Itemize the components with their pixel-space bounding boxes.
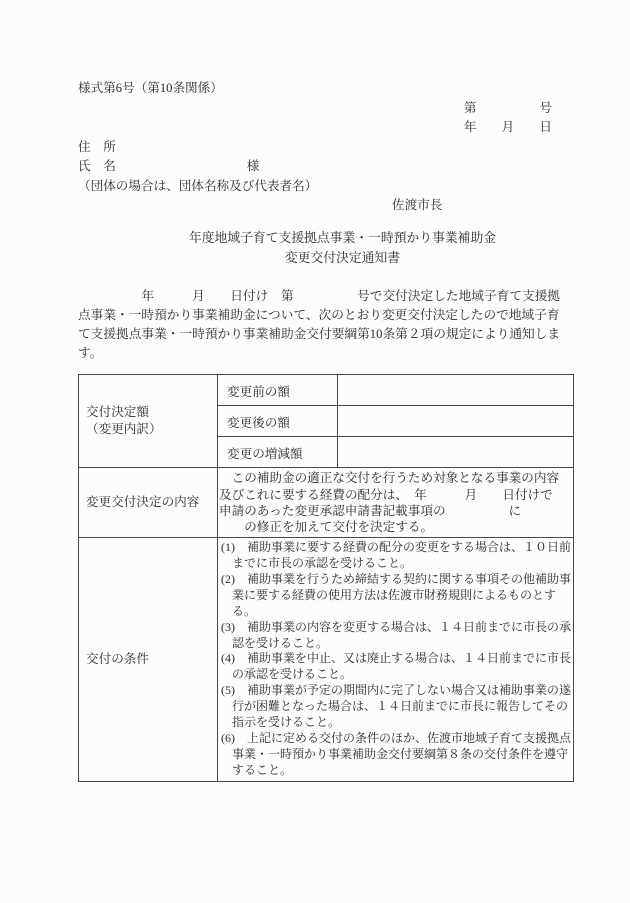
body-line-2: 点事業・一時預かり事業補助金について、次のとおり変更交付決定したので地域子育	[78, 307, 560, 322]
change-content-line-2: 及びこれに要する経費の配分は、 年 月 日付けで	[219, 487, 553, 502]
condition-item-1: (1) 補助事業に要する経費の配分の変更をする場合は、１０日前までに市長の承認を受けること。	[221, 540, 571, 571]
org-note: （団体の場合は、団体名称及び代表者名）	[78, 178, 318, 193]
date-line: 年 月 日	[463, 120, 552, 134]
doc-number-line: 第 号	[463, 100, 552, 115]
amount-delta-label: 変更の増減額	[218, 437, 338, 468]
address-label: 住 所	[78, 139, 116, 154]
title-line-2: 変更交付決定通知書	[284, 250, 401, 265]
decision-amount-label-line1: 交付決定額	[86, 405, 149, 420]
form-number: 様式第6号（第10条関係）	[78, 81, 223, 95]
table-row	[79, 538, 574, 782]
condition-item-5: (5) 補助事業が予定の期間内に完了しない場合又は補助事業の遂行が困難となった場合は、１４日前までに市長に報告してその指示を受けること。	[221, 683, 571, 730]
table-row	[79, 468, 574, 538]
change-content-line-1: この補助金の適正な交付を行うため対象となる事業の内容	[219, 471, 560, 486]
name-line	[78, 157, 552, 177]
amount-after-label: 変更後の額	[218, 406, 338, 437]
change-content-line-3: 申請のあった変更承認申請書記載事項の に	[219, 503, 522, 518]
body-paragraph	[78, 287, 561, 364]
body-line-4: す。	[78, 346, 103, 361]
conditions-cell	[218, 538, 574, 782]
amount-delta-value	[338, 437, 574, 468]
body-line-3: て支援拠点事業・一時預かり事業補助金交付要綱第10条第２項の規定により通知しま	[78, 326, 561, 341]
change-content-cell	[218, 468, 574, 538]
decision-amount-label-cell	[79, 375, 218, 468]
decision-table	[78, 374, 574, 781]
sender-title: 佐渡市長	[392, 198, 443, 212]
decision-amount-label-line2: （変更内訳）	[86, 422, 162, 437]
change-content-line-4: の修正を加えて交付を決定する。	[219, 519, 434, 534]
conditions-label: 交付の条件	[79, 538, 218, 782]
document-title	[78, 228, 552, 268]
body-line-1: 年 月 日付け 第 号で交付決定した地域子育て支援拠	[78, 288, 561, 303]
name-label: 氏 名	[78, 159, 116, 173]
condition-item-4: (4) 補助事業を中止、又は廃止する場合は、１４日前までに市長の承認を受けること。	[221, 651, 571, 682]
name-honorific: 様	[246, 159, 260, 173]
condition-item-3: (3) 補助事業の内容を変更する場合は、１４日前までに市長の承認を受けること。	[221, 619, 571, 650]
condition-item-6: (6) 上記に定める交付の条件のほか、佐渡市地域子育て支援拠点事業・一時預かり事業補助金交付要綱第８条の交付条件を遵守すること。	[221, 731, 571, 777]
amount-before-value	[338, 375, 574, 406]
document-content	[78, 79, 571, 782]
table-row	[79, 375, 574, 406]
change-content-label: 変更交付決定の内容	[79, 468, 218, 538]
amount-before-label: 変更前の額	[218, 375, 338, 406]
condition-item-2: (2) 補助事業を行うため締結する契約に関する事項その他補助事業に要する経費の使用方法は佐渡市財務規則によるものとする。	[221, 571, 571, 618]
title-line-1: 年度地域子育て支援拠点事業・一時預かり事業補助金	[188, 230, 497, 245]
amount-after-value	[338, 406, 574, 437]
